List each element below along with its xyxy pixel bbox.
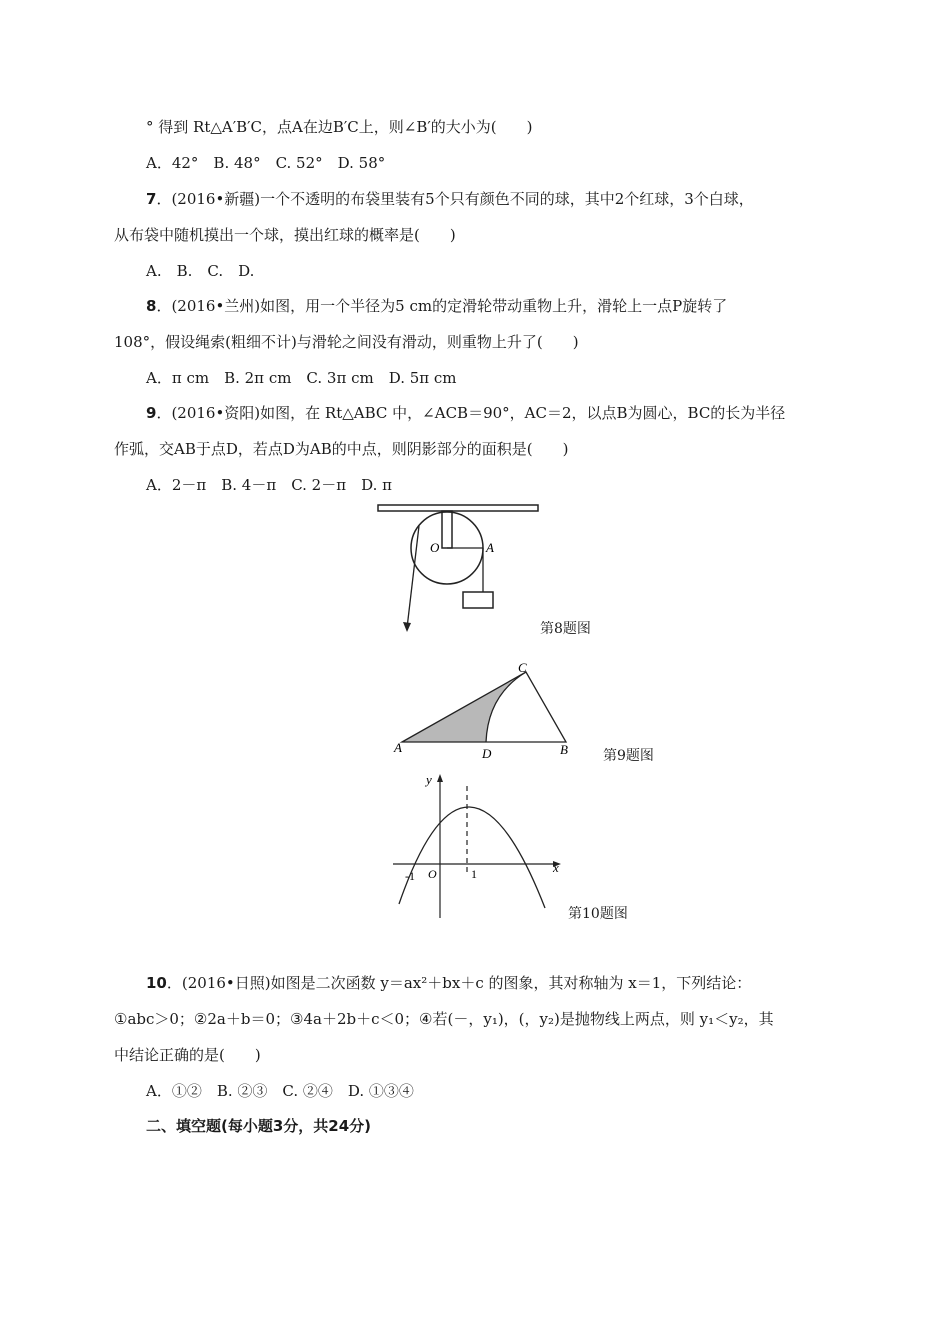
q9-line-1 [146, 402, 785, 423]
parabola-label-x: y [426, 772, 432, 787]
q7-line-1 [146, 188, 754, 209]
figure-9-triangle [390, 660, 610, 765]
q7-options: A. B. C. D. [146, 262, 255, 280]
q6-text-line: ° 得到 Rt△A′B′C，点A在边B′C上，则∠B′的大小为( ) [146, 118, 533, 136]
triangle-label-d: D [482, 746, 492, 761]
parabola-y-arrow [437, 774, 443, 782]
pulley-label-a: A [486, 540, 494, 555]
pulley-bracket [442, 511, 452, 548]
triangle-label-a: A [394, 740, 402, 755]
q8-options: A．π cm B. 2π cm C. 3π cm D. 5π cm [146, 369, 457, 387]
q7-stem-1: ．(2016•新疆)一个不透明的布袋里装有5个只有颜色不同的球，其中2个红球，3个白球， [156, 190, 754, 208]
parabola-label-y: x [553, 860, 559, 875]
figure-10-parabola [385, 768, 575, 920]
q7-line-2: 从布袋中随机摸出一个球，摸出红球的概率是( ) [114, 226, 456, 244]
q7-number: 7 [146, 190, 157, 208]
q8-stem-1: ．(2016•兰州)如图，用一个半径为5 cm的定滑轮带动重物上升，滑轮上一点P旋转了 [156, 297, 728, 315]
q10-line-1 [146, 972, 751, 993]
q10-options: A．①② B. ②③ C. ②④ D. ①③④ [146, 1082, 414, 1100]
pulley-weight [463, 592, 493, 608]
figure-8-pulley [370, 500, 550, 640]
q6-options: A．42° B. 48° C. 52° D. 58° [146, 154, 386, 172]
q8-line-2: 108°，假设绳索(粗细不计)与滑轮之间没有滑动，则重物上升了( ) [114, 333, 579, 351]
q10-stem-1: ．(2016•日照)如图是二次函数 y＝ax²＋bx＋c 的图象，其对称轴为 x＝1，下列结论： [166, 974, 752, 992]
parabola-label-neg1: -1 [405, 869, 415, 883]
q8-number: 8 [146, 297, 157, 315]
figure-10-caption: 第10题图 [568, 906, 628, 922]
q10-line-2: ①abc＞0；②2a＋b＝0；③4a＋2b＋c＜0；④若(－，y₁)，(，y₂)是抛物线上两点，则 y₁＜y₂，其 [114, 1010, 774, 1028]
figure-9-caption: 第9题图 [603, 748, 654, 764]
q9-options: A．2－π B. 4－π C. 2－π D. π [146, 476, 392, 494]
parabola-label-o: O [428, 867, 437, 881]
figure-8-caption: 第8题图 [540, 621, 591, 637]
parabola-label-1: 1 [471, 867, 477, 881]
pulley-ceiling-bar [378, 505, 538, 511]
triangle-label-c: C [518, 660, 527, 675]
pulley-label-o: O [430, 540, 440, 555]
parabola-curve [399, 807, 545, 908]
pulley-rope-left [407, 526, 419, 628]
q10-line-3: 中结论正确的是( ) [114, 1046, 261, 1064]
q8-line-1 [146, 295, 727, 316]
q10-number: 10 [146, 974, 167, 992]
triangle-label-b: B [560, 742, 568, 757]
section-2-heading: 二、填空题(每小题3分，共24分) [146, 1117, 372, 1135]
q9-line-2: 作弧，交AB于点D，若点D为AB的中点，则阴影部分的面积是( ) [114, 440, 569, 458]
q9-stem-1: ．(2016•资阳)如图，在 Rt△ABC 中，∠ACB＝90°，AC＝2，以点B为圆心，BC的长为半径 [156, 404, 786, 422]
pulley-arrow-head [403, 622, 411, 632]
q9-number: 9 [146, 404, 157, 422]
